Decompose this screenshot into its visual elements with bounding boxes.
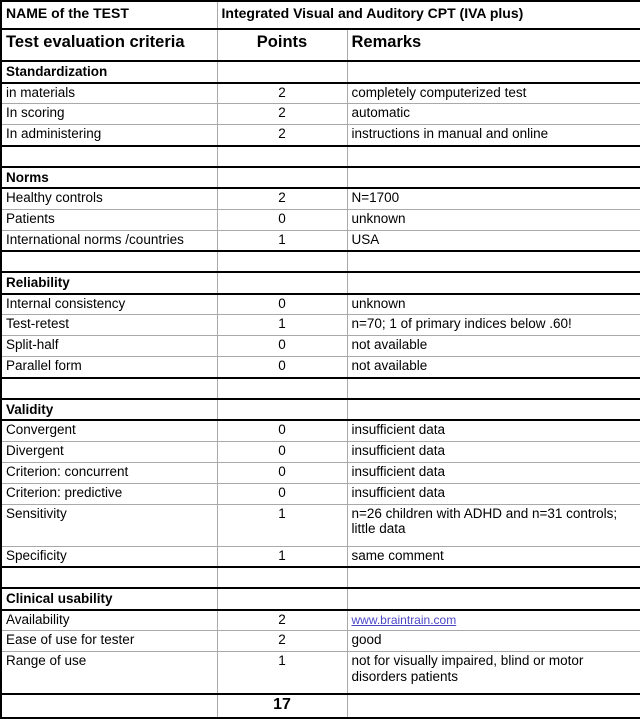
table-row [1, 336, 640, 357]
spacer-cell [1, 567, 217, 588]
table-row [1, 294, 640, 315]
criteria-label: in materials [1, 83, 217, 104]
points-value: 1 [217, 230, 347, 251]
external-link[interactable]: www.braintrain.com [351, 612, 457, 627]
table-row [1, 29, 640, 61]
points-value: 0 [217, 462, 347, 483]
criteria-label: Parallel form [1, 357, 217, 378]
criteria-label: In scoring [1, 104, 217, 125]
table-row [1, 483, 640, 504]
total-points: 17 [217, 694, 347, 718]
remarks-text: unknown [347, 294, 640, 315]
remarks-text: not for visually impaired, blind or motor disorders patients [347, 652, 640, 694]
criteria-label: Convergent [1, 420, 217, 441]
remarks-text: same comment [347, 546, 640, 567]
criteria-label: Criterion: concurrent [1, 462, 217, 483]
spacer-cell [1, 146, 217, 167]
section-header-standardization: Standardization [1, 61, 217, 83]
table-row [1, 441, 640, 462]
remarks-text: not available [347, 336, 640, 357]
remarks-text: instructions in manual and online [347, 125, 640, 146]
criteria-label: In administering [1, 125, 217, 146]
points-value: 0 [217, 294, 347, 315]
criteria-label: Test-retest [1, 315, 217, 336]
section-header-points-empty [217, 588, 347, 610]
section-header-points-empty [217, 399, 347, 421]
remarks-text: USA [347, 230, 640, 251]
criteria-label: Sensitivity [1, 504, 217, 546]
points-value: 1 [217, 546, 347, 567]
remarks-text: insufficient data [347, 420, 640, 441]
table-row [1, 188, 640, 209]
remarks-text: insufficient data [347, 483, 640, 504]
points-value: 0 [217, 336, 347, 357]
table-row [1, 209, 640, 230]
points-value: 1 [217, 504, 347, 546]
remarks-text [347, 610, 640, 631]
points-value: 1 [217, 652, 347, 694]
table-row [1, 694, 640, 718]
points-value: 0 [217, 420, 347, 441]
criteria-label: Criterion: predictive [1, 483, 217, 504]
table-row [1, 315, 640, 336]
table-row [1, 546, 640, 567]
points-value: 0 [217, 357, 347, 378]
table-row [1, 167, 640, 189]
table-row [1, 83, 640, 104]
column-header-remarks: Remarks [347, 29, 640, 61]
remarks-text: N=1700 [347, 188, 640, 209]
remarks-text: n=70; 1 of primary indices below .60! [347, 315, 640, 336]
table-row [1, 610, 640, 631]
criteria-label: Range of use [1, 652, 217, 694]
total-label [1, 694, 217, 718]
column-header-points: Points [217, 29, 347, 61]
table-row [1, 378, 640, 399]
table-row [1, 399, 640, 421]
criteria-label: Healthy controls [1, 188, 217, 209]
points-value: 2 [217, 631, 347, 652]
section-header-remarks-empty [347, 61, 640, 83]
table-row [1, 652, 640, 694]
spacer-cell [217, 251, 347, 272]
section-header-remarks-empty [347, 272, 640, 294]
test-name-value: Integrated Visual and Auditory CPT (IVA plus) [217, 1, 640, 29]
table-row [1, 61, 640, 83]
criteria-label: Availability [1, 610, 217, 631]
table-row [1, 631, 640, 652]
section-header-norms: Norms [1, 167, 217, 189]
test-name-label: NAME of the TEST [1, 1, 217, 29]
criteria-label: Ease of use for tester [1, 631, 217, 652]
points-value: 2 [217, 188, 347, 209]
points-value: 2 [217, 104, 347, 125]
section-header-validity: Validity [1, 399, 217, 421]
points-value: 2 [217, 610, 347, 631]
spacer-cell [347, 251, 640, 272]
section-header-remarks-empty [347, 588, 640, 610]
column-header-criteria: Test evaluation criteria [1, 29, 217, 61]
criteria-label: Specificity [1, 546, 217, 567]
remarks-text: insufficient data [347, 441, 640, 462]
spacer-cell [1, 378, 217, 399]
spacer-cell [1, 251, 217, 272]
remarks-text: automatic [347, 104, 640, 125]
criteria-label: Divergent [1, 441, 217, 462]
section-header-points-empty [217, 272, 347, 294]
table-row [1, 357, 640, 378]
section-header-remarks-empty [347, 167, 640, 189]
spacer-cell [347, 146, 640, 167]
points-value: 0 [217, 209, 347, 230]
spacer-cell [217, 146, 347, 167]
table-row [1, 272, 640, 294]
table-row [1, 504, 640, 546]
section-header-points-empty [217, 167, 347, 189]
points-value: 1 [217, 315, 347, 336]
points-value: 0 [217, 483, 347, 504]
remarks-text: unknown [347, 209, 640, 230]
spacer-cell [217, 378, 347, 399]
criteria-label: Patients [1, 209, 217, 230]
points-value: 2 [217, 83, 347, 104]
remarks-text: completely computerized test [347, 83, 640, 104]
criteria-label: Split-half [1, 336, 217, 357]
table-row [1, 251, 640, 272]
section-header-points-empty [217, 61, 347, 83]
table-row [1, 462, 640, 483]
section-header-clinical-usability: Clinical usability [1, 588, 217, 610]
spacer-cell [347, 567, 640, 588]
spacer-cell [217, 567, 347, 588]
remarks-text: insufficient data [347, 462, 640, 483]
table-row [1, 125, 640, 146]
section-header-remarks-empty [347, 399, 640, 421]
table-row [1, 104, 640, 125]
criteria-label: Internal consistency [1, 294, 217, 315]
remarks-text: n=26 children with ADHD and n=31 controls; little data [347, 504, 640, 546]
section-header-reliability: Reliability [1, 272, 217, 294]
table-row [1, 1, 640, 29]
spacer-cell [347, 378, 640, 399]
points-value: 2 [217, 125, 347, 146]
table-row [1, 146, 640, 167]
table-row [1, 567, 640, 588]
table-row [1, 230, 640, 251]
points-value: 0 [217, 441, 347, 462]
criteria-label: International norms /countries [1, 230, 217, 251]
total-remarks [347, 694, 640, 718]
table-row [1, 420, 640, 441]
table-row [1, 588, 640, 610]
remarks-text: good [347, 631, 640, 652]
remarks-text: not available [347, 357, 640, 378]
